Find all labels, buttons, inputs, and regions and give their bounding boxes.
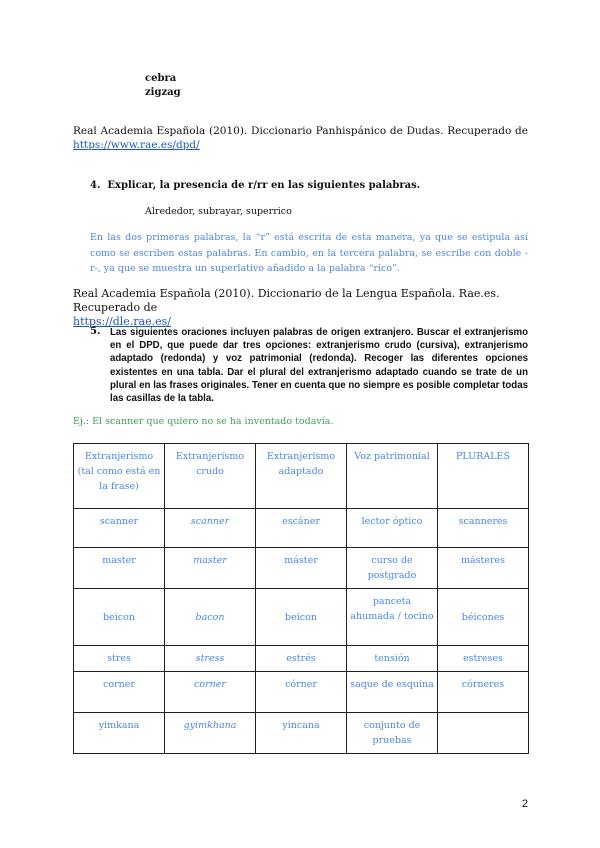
cell: corner [165,672,256,713]
cell: bacon [165,589,256,646]
cell: gyimkhana [165,713,256,754]
cell: stress [165,646,256,672]
cell: curso de postgrado [347,548,438,589]
question-5-text: Las siguientes oraciones incluyen palabras de origen extranjero. Buscar el extranjerismo en el DPD, que puede dar tres opciones: extranjerismo crudo (cursiva), extranjerismo adaptado (redonda) y voz patrimonial (redonda). Recoger las diferentes opciones existentes en una tabla. Dar el plural del extranjerismo adaptado cuando se trate de un plural en las frases originales. Tener en cuenta que no siempre es posible completar todas las casillas de la tabla. [110,327,528,405]
cell: yincana [256,713,347,754]
cell: conjunto de pruebas [347,713,438,754]
cell: escáner [256,509,347,548]
question-text: Explicar, la presencia de r/rr en las siguientes palabras. [107,180,421,191]
cell: estrés [256,646,347,672]
table-row [74,713,529,754]
page-number: 2 [521,798,528,810]
table-row [74,646,529,672]
question-number: 4. [90,180,101,191]
cell: scanneres [438,509,529,548]
word: cebra [145,73,177,84]
table-row [74,589,529,646]
reference-dle [73,287,528,329]
cell: corner [74,672,165,713]
cell: scanner [165,509,256,548]
table-row [74,548,529,589]
cell [438,713,529,754]
cell: lector óptico [347,509,438,548]
reference-link[interactable]: https://www.rae.es/dpd/ [73,139,200,151]
table-header-row [74,444,529,509]
cell: master [74,548,165,589]
cell: córneres [438,672,529,713]
cell: master [165,548,256,589]
header-cell: Extranjerismo adaptado [256,444,347,509]
header-cell: Voz patrimonial [347,444,438,509]
reference-text: Real Academia Española (2010). Diccionario Panhispánico de Dudas. Recuperado de [73,125,528,137]
question-4-words: Alrededor, subrayar, superrico [145,206,292,217]
extranjerismos-table [73,443,529,754]
cell: beicon [256,589,347,646]
cell: beicon [74,589,165,646]
header-cell: Extranjerismo (tal como está en la frase) [74,444,165,509]
reference-link[interactable]: https://dle.rae.es/ [73,315,171,328]
cell: estreses [438,646,529,672]
cell: béicones [438,589,529,646]
header-cell: Extranjerismo crudo [165,444,256,509]
cell: córner [256,672,347,713]
cell: panceta ahumada / tocino [347,589,438,646]
table-row [74,509,529,548]
cell: scanner [74,509,165,548]
reference-text: Real Academia Española (2010). Diccionario de la Lengua Española. Rae.es. Recuperado de [73,287,500,314]
question-number: 5. [90,326,101,337]
reference-dpd [73,124,528,152]
word-list [145,72,181,100]
word: zigzag [145,87,181,98]
question-4-answer: En las dos primeras palabras, la “r” está escrita de esta manera, ya que se estipula así como se escriben estas palabras. En cambio, en la tercera palabra, se escribe con doble -r-, ya que se muestra un superlativo añadido a la palabra “rico”. [90,232,528,274]
cell: tensión [347,646,438,672]
cell: máster [256,548,347,589]
example-sentence: Ej.: El scanner que quiero no se ha inventado todavía. [73,416,334,427]
question-4 [90,180,420,191]
cell: saque de esquina [347,672,438,713]
cell: stres [74,646,165,672]
cell: másteres [438,548,529,589]
table-row [74,672,529,713]
cell: yimkana [74,713,165,754]
header-cell: PLURALES [438,444,529,509]
